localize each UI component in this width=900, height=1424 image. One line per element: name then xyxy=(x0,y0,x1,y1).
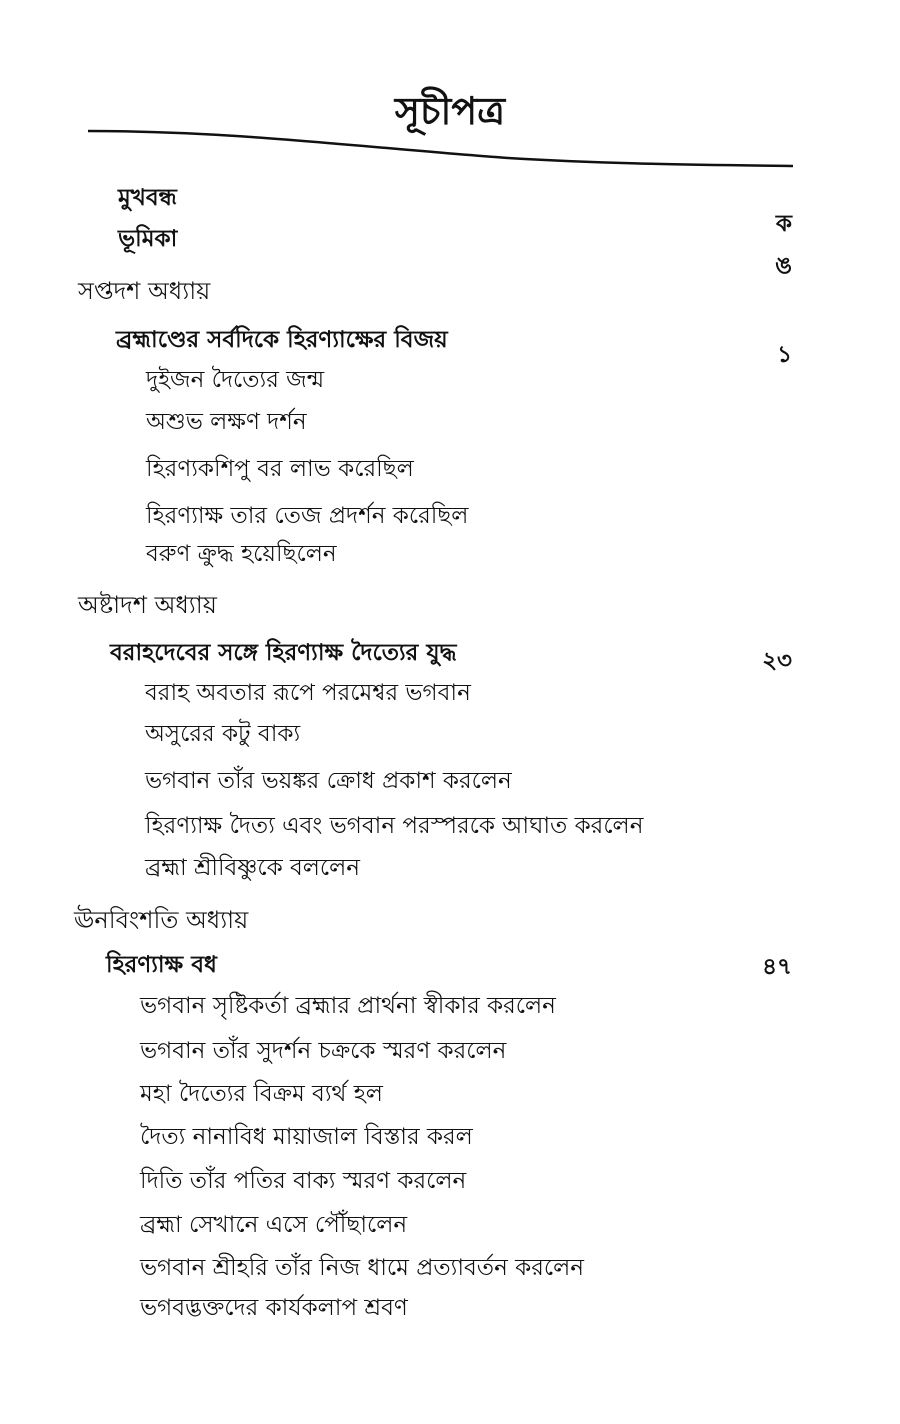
chapter-section-title: বরাহদেবের সঙ্গে হিরণ্যাক্ষ দৈত্যের যুদ্ধ xyxy=(110,640,457,666)
toc-item: ব্রহ্মা শ্রীবিষ্ণুকে বললেন xyxy=(145,855,361,881)
toc-item: ভগবান সৃষ্টিকর্তা ব্রহ্মার প্রার্থনা স্বীকার করলেন xyxy=(140,993,556,1019)
toc-item: অশুভ লক্ষণ দর্শন xyxy=(146,409,307,435)
toc-item: ভগবান শ্রীহরি তাঁর নিজ ধামে প্রত্যাবর্তন করলেন xyxy=(140,1255,584,1281)
toc-item: দুইজন দৈত্যের জন্ম xyxy=(146,367,325,393)
toc-entry-bhumika: ভূমিকা xyxy=(118,226,178,252)
toc-item: হিরণ্যাক্ষ দৈত্য এবং ভগবান পরস্পরকে আঘাত করলেন xyxy=(145,813,644,839)
title-underline xyxy=(88,128,793,173)
toc-item: বরুণ ক্রুদ্ধ হয়েছিলেন xyxy=(146,541,337,567)
toc-item: হিরণ্যাক্ষ তার তেজ প্রদর্শন করেছিল xyxy=(146,503,469,529)
chapter-page-number: ১ xyxy=(777,342,792,368)
chapter-page-number: ২৩ xyxy=(762,648,792,674)
toc-item: দিতি তাঁর পতির বাক্য স্মরণ করলেন xyxy=(140,1168,467,1194)
toc-item: দৈত্য নানাবিধ মায়াজাল বিস্তার করল xyxy=(140,1124,473,1150)
toc-item: ভগবদ্ভক্তদের কার্যকলাপ শ্রবণ xyxy=(140,1295,408,1321)
chapter-page-number: ৪৭ xyxy=(762,954,792,980)
chapter-heading: অষ্টাদশ অধ্যায় xyxy=(78,591,217,619)
toc-item: অসুরের কটু বাক্য xyxy=(145,721,301,747)
chapter-section-title: ব্রহ্মাণ্ডের সর্বদিকে হিরণ্যাক্ষের বিজয় xyxy=(116,327,448,353)
toc-item: ভগবান তাঁর সুদর্শন চক্রকে স্মরণ করলেন xyxy=(140,1038,507,1064)
toc-item: ভগবান তাঁর ভয়ঙ্কর ক্রোধ প্রকাশ করলেন xyxy=(145,768,512,794)
page-number-bhumika: ঙ xyxy=(775,253,792,279)
toc-entry-mukhabandha: মুখবন্ধ xyxy=(118,185,177,211)
toc-item: হিরণ্যকশিপু বর লাভ করেছিল xyxy=(146,456,414,482)
toc-item: বরাহ অবতার রূপে পরমেশ্বর ভগবান xyxy=(145,680,471,706)
chapter-heading: ঊনবিংশতি অধ্যায় xyxy=(74,906,249,934)
chapter-heading: সপ্তদশ অধ্যায় xyxy=(78,277,211,305)
toc-item: ব্রহ্মা সেখানে এসে পৌঁছালেন xyxy=(140,1212,408,1238)
page-number-mukhabandha: ক xyxy=(775,211,792,237)
chapter-section-title: হিরণ্যাক্ষ বধ xyxy=(106,952,217,978)
page-title: সূচীপত্র xyxy=(394,89,506,133)
toc-item: মহা দৈত্যের বিক্রম ব্যর্থ হল xyxy=(140,1081,383,1107)
